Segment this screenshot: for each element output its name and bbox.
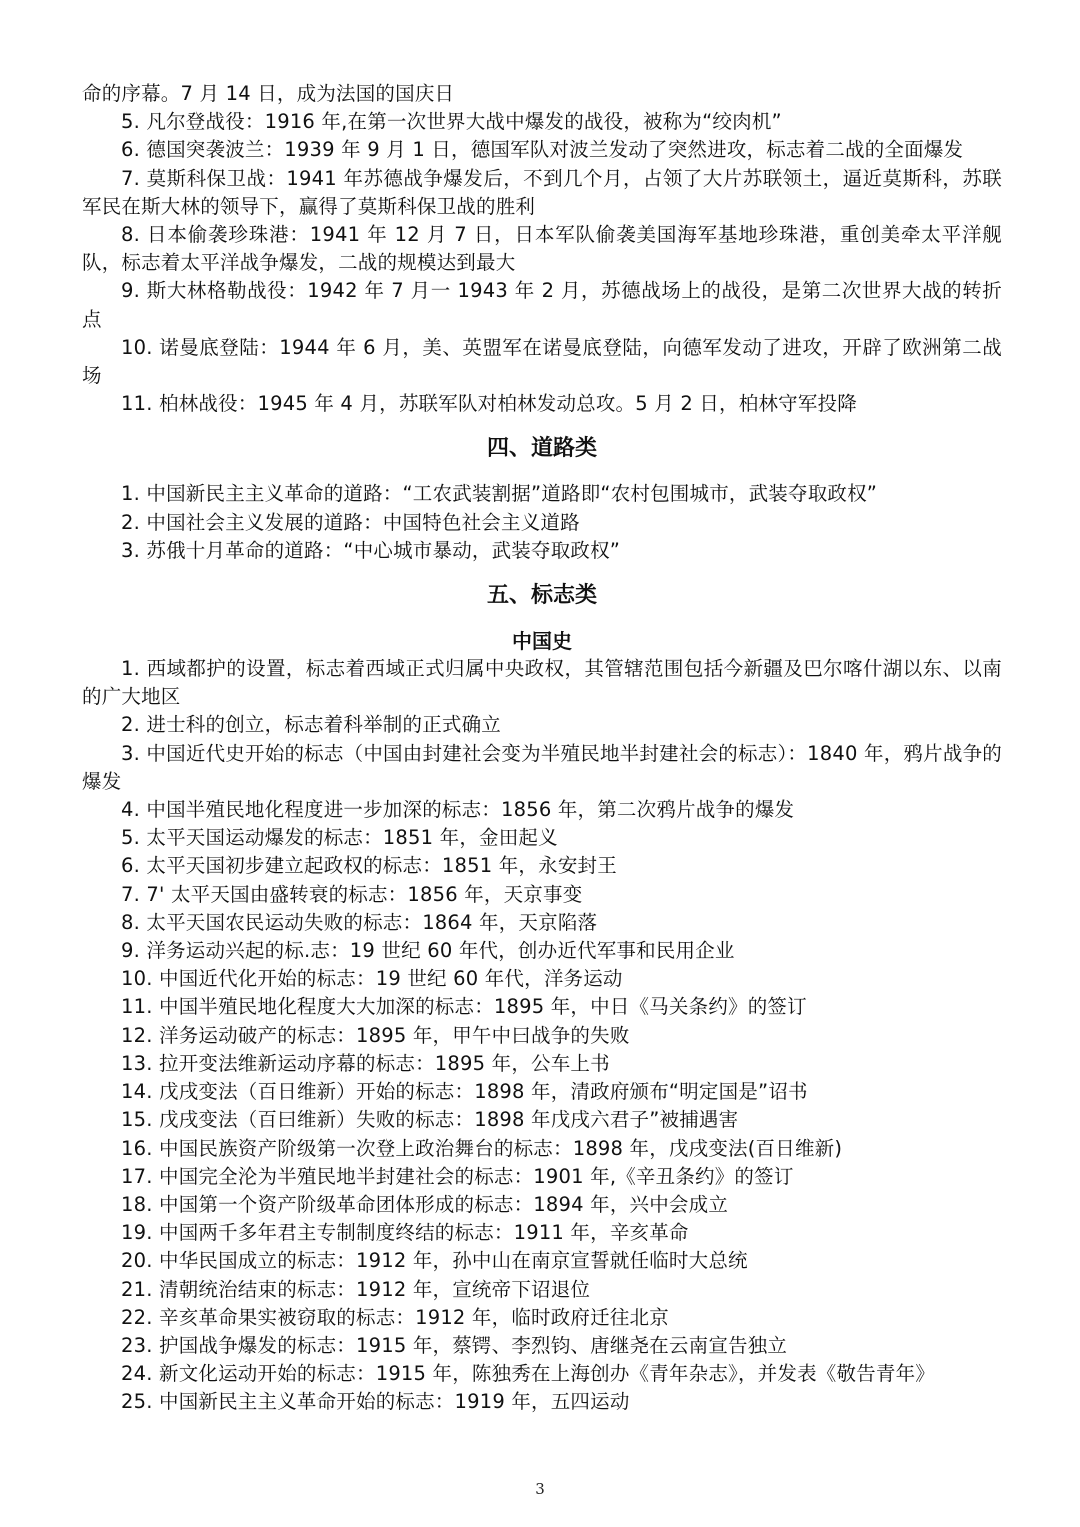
list-item: 14. 戊戌变法（百日维新）开始的标志：1898 年，清政府颁布“明定国是”诏书 [121,1080,808,1104]
list-item: 3. 中国近代史开始的标志（中国由封建社会变为半殖民地半封建社会的标志）：1840 年，鸦片战争的爆发 [82,741,1002,793]
list-item: 11. 柏林战役：1945 年 4 月，苏联军队对柏林发动总攻。5 月 2 日，柏林守军投降 [121,392,857,416]
list-item: 25. 中国新民主主义革命开始的标志：1919 年，五四运动 [121,1390,630,1414]
list-item: 16. 中国民族资产阶级第一次登上政治舞台的标志：1898 年，戊戌变法(百日维新) [121,1136,843,1160]
list-item: 3. 苏俄十月革命的道路：“中心城市暴动，武装夺取政权” [121,538,621,562]
list-item: 11. 中国半殖民地化程度大大加深的标志：1895 年，中日《马关条约》的签订 [121,995,807,1019]
list-item: 17. 中国完全沦为半殖民地半封建社会的标志：1901 年,《辛丑条约》的签订 [121,1164,794,1188]
page-number: 3 [535,1480,545,1498]
symbols-list [82,655,1002,1416]
list-item: 18. 中国第一个资产阶级革命团体形成的标志：1894 年，兴中会成立 [121,1192,729,1216]
list-item: 9. 洋务运动兴起的标.志：19 世纪 60 年代，创办近代军事和民用企业 [121,939,735,963]
list-item: 6. 德国突袭波兰：1939 年 9 月 1 日，德国军队对波兰发动了突然进攻，标志着二战的全面爆发 [121,138,964,162]
list-item: 9. 斯大林格勒战役：1942 年 7 月一 1943 年 2 月，苏德战场上的战役，是第二次世界大战的转折点 [82,279,1002,331]
list-item: 6. 太平天国初步建立起政权的标志：1851 年，永安封王 [121,854,617,878]
list-item: 20. 中华民国成立的标志：1912 年，孙中山在南京宣誓就任临时大总统 [121,1249,748,1273]
list-item: 2. 进士科的创立，标志着科举制的正式确立 [121,713,502,737]
list-item: 1. 中国新民主主义革命的道路：“工农武装割据”道路即“农村包围城市，武装夺取政权” [121,482,878,506]
list-item: 1. 西域都护的设置，标志着西域正式归属中央政权，其管辖范围包括今新疆及巴尔喀什湖以东、以南的广大地区 [82,657,1002,709]
list-item: 8. 太平天国农民运动失败的标志：1864 年，天京陷落 [121,910,598,934]
list-item: 7. 7' 太平天国由盛转衰的标志：1856 年，天京事变 [121,882,583,906]
list-item: 8. 日本偷袭珍珠港：1941 年 12 月 7 日，日本军队偷袭美国海军基地珍珠港，重创美牵太平洋舰队，标志着太平洋战争爆发，二战的规模达到最大 [82,223,1002,275]
list-item: 15. 戊戌变法（百曰维新）失败的标志：1898 年戊戌六君子”被捕遇害 [121,1108,739,1132]
list-item: 5. 凡尔登战役：1916 年,在第一次世界大战中爆发的战役，被称为“绞肉机” [121,110,782,134]
list-item: 24. 新文化运动开始的标志：1915 年，陈独秀在上海创办《青年杂志》，并发表《敬告青年》 [121,1362,935,1386]
list-item: 4. 中国半殖民地化程度进一步加深的标志：1856 年，第二次鸦片战争的爆发 [121,798,795,822]
list-item: 23. 护国战争爆发的标志：1915 年，蔡锷、李烈钧、唐继尧在云南宣告独立 [121,1333,788,1357]
list-item: 22. 辛亥革命果实被窃取的标志：1912 年，临时政府迁往北京 [121,1305,669,1329]
list-item: 10. 中国近代化开始的标志：19 世纪 60 年代，洋务运动 [121,967,623,991]
list-item: 19. 中国两千多年君主专制制度终结的标志：1911 年，辛亥革命 [121,1221,689,1245]
list-item: 21. 清朝统治结束的标志：1912 年，宣统帝下诏退位 [121,1277,591,1301]
list-item: 13. 拉开变法维新运动序幕的标志：1895 年，公车上书 [121,1051,610,1075]
roads-list [82,480,1002,565]
continuation-line: 命的序幕。7 月 14 日，成为法国的国庆日 [82,82,455,105]
list-item: 10. 诺曼底登陆：1944 年 6 月，美、英盟军在诺曼底登陆，向德军发动了进攻，开辟了欧洲第二战场 [82,335,1002,388]
war-list [82,108,1002,418]
list-item: 7. 莫斯科保卫战：1941 年苏德战争爆发后，不到几个月，占领了大片苏联领土，逼近莫斯科，苏联军民在斯大林的领导下，赢得了莫斯科保卫战的胜利 [82,166,1002,218]
list-item: 5. 太平天国运动爆发的标志：1851 年，金田起义 [121,826,558,850]
section-heading-symbols: 五、标志类 [486,583,597,609]
subsection-heading-chinese-history: 中国史 [512,629,572,654]
list-item: 2. 中国社会主义发展的道路：中国特色社会主义道路 [121,510,580,534]
list-item: 12. 洋务运动破产的标志：1895 年，甲午中曰战争的失败 [121,1023,630,1047]
section-heading-roads: 四、道路类 [486,436,597,462]
document-page [82,80,1002,1417]
